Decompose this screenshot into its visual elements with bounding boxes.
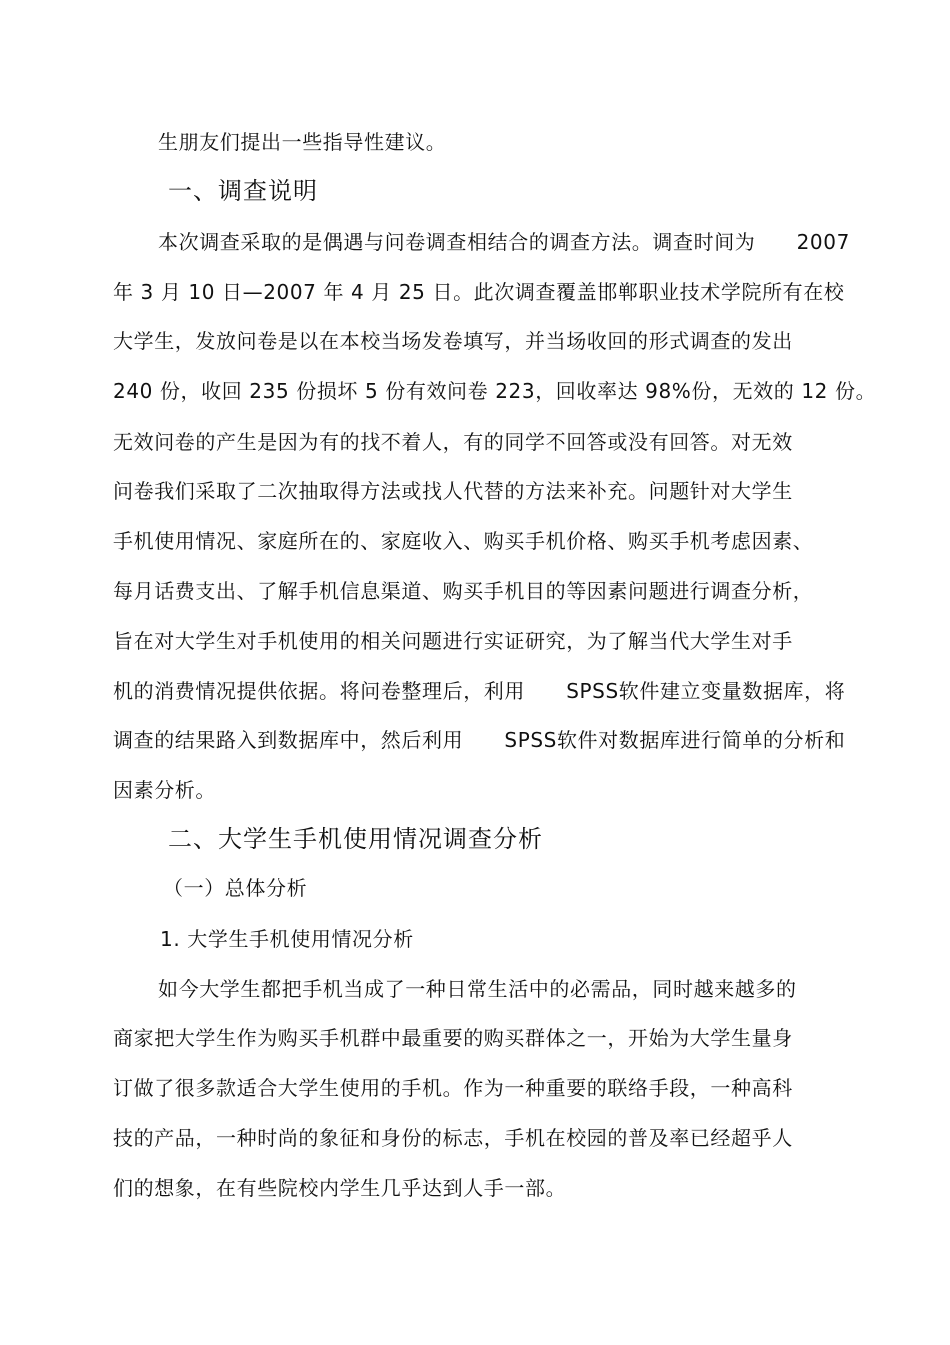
paragraph-line: 手机使用情况、家庭所在的、家庭收入、购买手机价格、购买手机考虑因素、 [113, 529, 814, 553]
paragraph-line: 240 份，收回 235 份损坏 5 份有效问卷 223，回收率达 98%份，无效的 12 份。 [113, 379, 877, 403]
section-heading: 二、大学生手机使用情况调查分析 [168, 825, 543, 853]
paragraph-line: 生朋友们提出一些指导性建议。 [158, 130, 447, 154]
paragraph-line: 如今大学生都把手机当成了一种日常生活中的必需品，同时越来越多的 [158, 977, 797, 1001]
paragraph-line: 们的想象，在有些院校内学生几乎达到人手一部。 [113, 1176, 567, 1200]
subsubsection-heading: 1. 大学生手机使用情况分析 [160, 927, 414, 951]
paragraph-line: 大学生，发放问卷是以在本校当场发卷填写，并当场收回的形式调查的发出 [113, 329, 793, 353]
paragraph-line: 本次调查采取的是偶遇与问卷调查相结合的调查方法。调查时间为 2007 [158, 230, 850, 254]
paragraph-line: 无效问卷的产生是因为有的找不着人，有的同学不回答或没有回答。对无效 [113, 430, 793, 454]
paragraph-line: 机的消费情况提供依据。将问卷整理后，利用 SPSS软件建立变量数据库，将 [113, 679, 846, 703]
paragraph-line: 订做了很多款适合大学生使用的手机。作为一种重要的联络手段，一种高科 [113, 1076, 793, 1100]
paragraph-line: 旨在对大学生对手机使用的相关问题进行实证研究，为了解当代大学生对手 [113, 629, 793, 653]
paragraph-line: 因素分析。 [113, 778, 216, 802]
section-heading: 一、调查说明 [168, 177, 318, 205]
paragraph-line: 调查的结果路入到数据库中，然后利用 SPSS软件对数据库进行简单的分析和 [113, 728, 846, 752]
paragraph-line: 每月话费支出、了解手机信息渠道、购买手机目的等因素问题进行调查分析， [113, 579, 814, 603]
subsection-heading: （一）总体分析 [163, 876, 308, 900]
paragraph-line: 商家把大学生作为购买手机群中最重要的购买群体之一，开始为大学生量身 [113, 1026, 793, 1050]
paragraph-line: 年 3 月 10 日—2007 年 4 月 25 日。此次调查覆盖邯郸职业技术学院所有在校 [113, 280, 845, 304]
paragraph-line: 技的产品，一种时尚的象征和身份的标志，手机在校园的普及率已经超乎人 [113, 1126, 793, 1150]
paragraph-line: 问卷我们采取了二次抽取得方法或找人代替的方法来补充。问题针对大学生 [113, 479, 793, 503]
